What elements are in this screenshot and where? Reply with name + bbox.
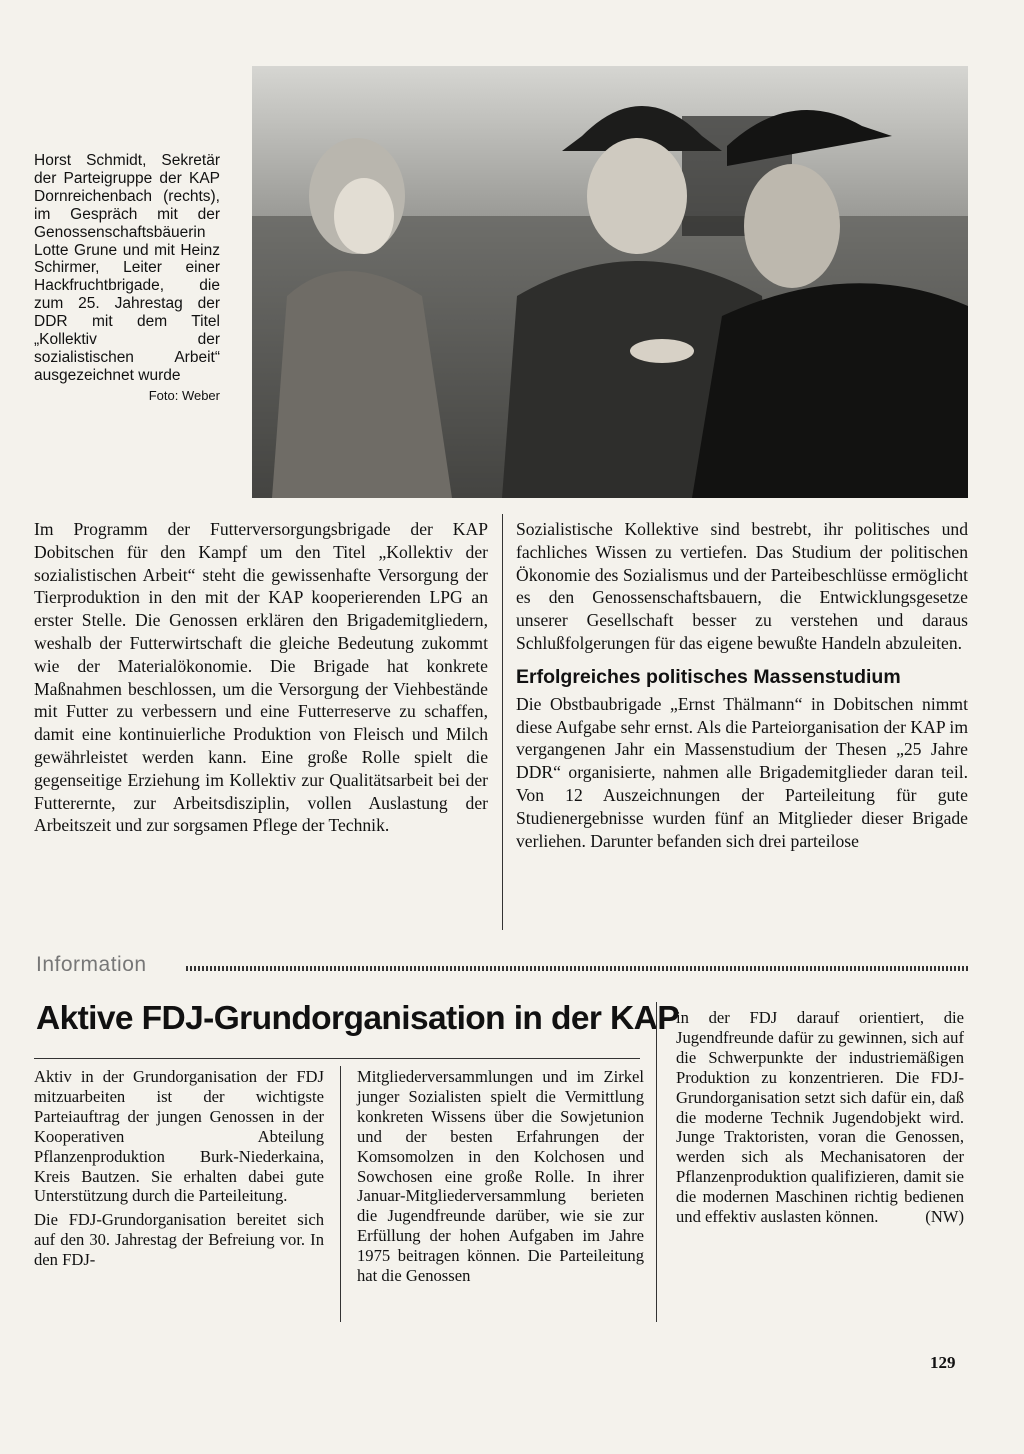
column-divider [502,514,503,930]
subheading: Erfolgreiches politisches Massenstudium [516,665,901,688]
photo-caption [34,152,220,405]
upper-left-text: Im Programm der Futterversorgungsbrigade der KAP Dobitschen für den Kampf um den Titel „Kollektiv der sozialistischen Arbeit“ steht die gewissenhafte Versorgung der Tierproduktion in den mit der KAP kooperierenden LPG an erster Stelle. Die Genossen erklären den Brigademitgliedern, weshalb der Futterwirtschaft die gleiche Bedeutung zukommt wie der Materialökonomie. Die Brigade hat konkrete Maßnahmen beschlossen, um die Versorgung der Viehbestände mit Futter zu verbessern und eine Futterreserve zu schaffen, damit eine kontinuierliche Produktion von Fleisch und Milch gewährleistet werden kann. Eine große Rolle spielt die gegenseitige Erziehung im Kollektiv zur Qualitätsarbeit bei der Futterernte, zur Arbeitsdisziplin, vollen Auslastung der Arbeitszeit und zur sorgsamen Pflege der Technik. [34,519,488,836]
information-label: Information [36,953,147,976]
upper-left-column [34,518,488,837]
upper-right-intro: Sozialistische Kollektive sind bestrebt, ihr politisches und fachliches Wissen zu vertiefen. Das Studium der politischen Ökonomie des Sozialismus und der Parteibeschlüsse ermöglicht es den Genossenschaftsbauern, die Entwicklungsgesetze unserer Gesellschaft besser zu verstehen und daraus Schlußfolgerungen für das eigene bewußte Handeln abzuleiten. [516,519,968,653]
hand [630,339,694,363]
info-col1-paragraph-2: Die FDJ-Grundorganisation bereitet sich auf den 30. Jahrestag der Befreiung vor. In den FDJ- [34,1210,324,1270]
info-column-3 [676,1008,964,1227]
man-right-face [744,164,840,288]
info-divider-2 [340,1066,341,1322]
info-col1-paragraph-1: Aktiv in der Grundorganisation der FDJ mitzuarbeiten ist der wichtigste Parteiauftrag der jungen Genossen in der Kooperativen Abteilung Pflanzenproduktion Burk-Niederkaina, Kreis Bautzen. Sie erhalten dabei gute Unterstützung durch die Parteileitung. [34,1067,324,1206]
upper-right-body: Die Obstbaubrigade „Ernst Thälmann“ in Dobitschen nimmt diese Aufgabe sehr ernst. Als die Parteiorganisation der KAP im vergangenen Jahr ein Massenstudium der Thesen „25 Jahre DDR“ organisierte, nahmen alle Brigademitglieder daran teil. Von 12 Auszeichnungen der Parteileitung für gute Studienergebnisse wurden fünf an Mitglieder dieser Brigade verliehen. Darunter befanden sich drei parteilose [516,693,968,851]
info-col2-text: Mitgliederversammlungen und im Zirkel junger Sozialisten spielt die Vermittlung konkreten Wissens über die Sowjetunion und der besten Erfahrungen der Komsomolzen in den Kolchosen und Sowchosen eine große Rolle. In ihrer Januar-Mitgliederversammlung berieten die Jugendfreunde darüber, wie sie zur Erfüllung der hohen Aufgaben im Jahre 1975 beitragen können. Die Parteileitung hat die Genossen [357,1067,644,1286]
man-right-coat [692,283,968,498]
man-center-face [587,138,687,254]
headline-rule [34,1058,640,1059]
page-number: 129 [930,1353,956,1372]
info-col3-text: in der FDJ darauf orientiert, die Jugendfreunde dafür zu gewinnen, sich auf die Schwerpunkte der industriemäßigen Produktion zu konzentrieren. Die FDJ-Grundorganisation setzt sich dafür ein, daß die moderne Technik Jugendobjekt wird. Junge Traktoristen, voran die Genossen, werden sich als Mechanisatoren der Pflanzenproduktion qualifizieren, damit sie die modernen Maschinen richtig bedienen und effektiv auslasten können. [676,1008,964,1227]
information-rule [186,966,970,971]
caption-text: Horst Schmidt, Sekretär der Parteigruppe der KAP Dornreichenbach (rechts), im Gespräch mit der Genossenschaftsbäuerin Lotte Grune und mit Heinz Schirmer, Leiter einer Hackfruchtbrigade, die zum 25. Jahrestag der DDR mit dem Titel „Kollektiv der sozialistischen Arbeit“ ausgezeichnet wurde [34,152,220,384]
author-signature: (NW) [925,1206,964,1226]
photo-credit: Foto: Weber [148,387,220,403]
info-column-1 [34,1067,324,1270]
woman-face [334,178,394,254]
info-column-2 [357,1067,644,1286]
upper-right-column [516,518,968,852]
info-divider-3 [656,1002,657,1322]
headline: Aktive FDJ-Grundorganisation in der KAP [36,1000,679,1037]
news-photo [252,66,968,498]
